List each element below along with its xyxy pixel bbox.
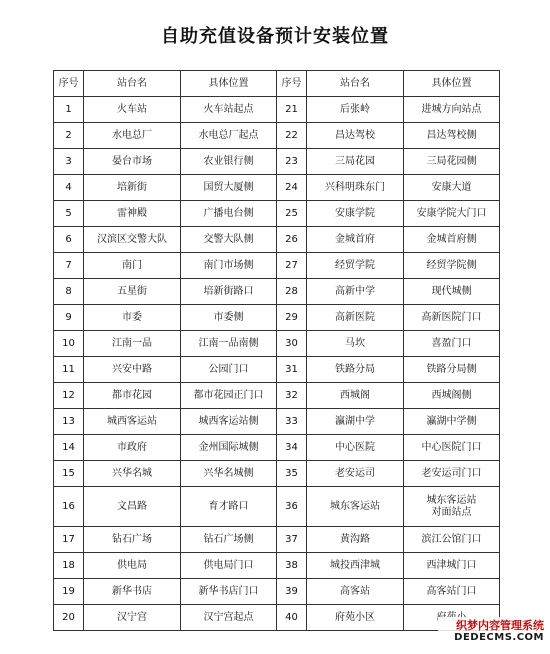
cell-station-left: 都市花园 <box>84 383 181 409</box>
cell-no-left: 18 <box>54 553 84 579</box>
table-row <box>54 201 500 227</box>
cell-position-right: 西城阁侧 <box>404 383 500 409</box>
cell-position-right: 铁路分局侧 <box>404 357 500 383</box>
cell-no-left: 12 <box>54 383 84 409</box>
cell-no-left: 4 <box>54 175 84 201</box>
cell-station-left: 五星街 <box>84 279 181 305</box>
cell-position-left: 国贸大厦侧 <box>181 175 277 201</box>
cell-station-right: 瀛湖中学 <box>307 409 404 435</box>
cell-position-left: 汉宁宫起点 <box>181 605 277 631</box>
cell-position-right: 城东客运站 对面站点 <box>404 487 500 527</box>
cell-position-left: 供电局门口 <box>181 553 277 579</box>
table-header-row <box>54 71 500 97</box>
cell-no-left: 10 <box>54 331 84 357</box>
cell-no-right: 22 <box>277 123 307 149</box>
install-location-table <box>53 70 500 631</box>
cell-position-left: 金州国际城侧 <box>181 435 277 461</box>
cell-no-right: 35 <box>277 461 307 487</box>
table-row <box>54 279 500 305</box>
cell-position-right: 昌达驾校侧 <box>404 123 500 149</box>
header-no-right: 序号 <box>277 71 307 97</box>
cell-no-left: 11 <box>54 357 84 383</box>
cell-no-right: 27 <box>277 253 307 279</box>
cell-no-right: 23 <box>277 149 307 175</box>
table-body <box>54 97 500 631</box>
cell-station-left: 汉宁宫 <box>84 605 181 631</box>
table-row <box>54 579 500 605</box>
cell-no-left: 14 <box>54 435 84 461</box>
cell-no-left: 17 <box>54 527 84 553</box>
table-row <box>54 331 500 357</box>
cell-position-left: 水电总厂起点 <box>181 123 277 149</box>
cell-position-right: 进城方向站点 <box>404 97 500 123</box>
header-no-left: 序号 <box>54 71 84 97</box>
cell-station-left: 培新街 <box>84 175 181 201</box>
cell-no-left: 19 <box>54 579 84 605</box>
cell-no-left: 3 <box>54 149 84 175</box>
cell-station-left: 兴安中路 <box>84 357 181 383</box>
cell-no-right: 25 <box>277 201 307 227</box>
cell-position-right: 中心医院门口 <box>404 435 500 461</box>
cell-station-left: 南门 <box>84 253 181 279</box>
header-station-right: 站台名 <box>307 71 404 97</box>
cell-no-right: 21 <box>277 97 307 123</box>
cell-station-right: 金城首府 <box>307 227 404 253</box>
cell-no-left: 1 <box>54 97 84 123</box>
cell-position-right: 老安运司门口 <box>404 461 500 487</box>
cell-position-left: 城西客运站侧 <box>181 409 277 435</box>
cell-position-right: 高新医院门口 <box>404 305 500 331</box>
cell-station-right: 铁路分局 <box>307 357 404 383</box>
cell-position-left: 南门市场侧 <box>181 253 277 279</box>
cell-no-left: 8 <box>54 279 84 305</box>
cell-no-right: 36 <box>277 487 307 527</box>
header-station-left: 站台名 <box>84 71 181 97</box>
cell-station-right: 经贸学院 <box>307 253 404 279</box>
cell-no-right: 31 <box>277 357 307 383</box>
cell-position-right: 经贸学院侧 <box>404 253 500 279</box>
cell-station-left: 城西客运站 <box>84 409 181 435</box>
watermark-url: DEDECMS.COM <box>454 632 544 643</box>
cell-no-left: 6 <box>54 227 84 253</box>
cell-no-left: 16 <box>54 487 84 527</box>
cell-station-left: 汉滨区交警大队 <box>84 227 181 253</box>
cell-position-left: 交警大队侧 <box>181 227 277 253</box>
cell-station-right: 马坎 <box>307 331 404 357</box>
cell-station-left: 江南一品 <box>84 331 181 357</box>
cell-no-left: 15 <box>54 461 84 487</box>
table-row <box>54 487 500 527</box>
cell-position-right: 安康学院大门口 <box>404 201 500 227</box>
cell-station-right: 三局花园 <box>307 149 404 175</box>
table-row <box>54 149 500 175</box>
cell-station-left: 文昌路 <box>84 487 181 527</box>
table-row <box>54 123 500 149</box>
cell-position-right: 现代城侧 <box>404 279 500 305</box>
table-row <box>54 461 500 487</box>
cell-station-right: 府苑小区 <box>307 605 404 631</box>
cell-position-left: 广播电台侧 <box>181 201 277 227</box>
watermark <box>438 617 544 647</box>
cell-position-left: 育才路口 <box>181 487 277 527</box>
table-row <box>54 305 500 331</box>
cell-station-right: 兴科明珠东门 <box>307 175 404 201</box>
header-position-left: 具体位置 <box>181 71 277 97</box>
cell-position-left: 江南一品南侧 <box>181 331 277 357</box>
cell-position-right: 安康大道 <box>404 175 500 201</box>
header-position-right: 具体位置 <box>404 71 500 97</box>
cell-station-right: 高新中学 <box>307 279 404 305</box>
cell-position-right: 高客站门口 <box>404 579 500 605</box>
cell-position-left: 都市花园正门口 <box>181 383 277 409</box>
cell-no-right: 33 <box>277 409 307 435</box>
table-row <box>54 97 500 123</box>
cell-station-right: 高新医院 <box>307 305 404 331</box>
cell-no-left: 13 <box>54 409 84 435</box>
cell-station-left: 火车站 <box>84 97 181 123</box>
cell-no-left: 5 <box>54 201 84 227</box>
table-row <box>54 605 500 631</box>
cell-station-left: 兴华名城 <box>84 461 181 487</box>
cell-no-right: 30 <box>277 331 307 357</box>
table-row <box>54 383 500 409</box>
cell-no-left: 20 <box>54 605 84 631</box>
cell-no-right: 29 <box>277 305 307 331</box>
cell-position-left: 新华书店门口 <box>181 579 277 605</box>
table-row <box>54 527 500 553</box>
cell-no-right: 37 <box>277 527 307 553</box>
cell-no-right: 39 <box>277 579 307 605</box>
cell-position-right: 喜盈门口 <box>404 331 500 357</box>
cell-no-left: 7 <box>54 253 84 279</box>
cell-station-right: 城东客运站 <box>307 487 404 527</box>
table-row <box>54 175 500 201</box>
cell-station-left: 水电总厂 <box>84 123 181 149</box>
cell-no-left: 2 <box>54 123 84 149</box>
cell-position-left: 火车站起点 <box>181 97 277 123</box>
cell-position-right: 滨江公馆门口 <box>404 527 500 553</box>
cell-station-right: 黄沟路 <box>307 527 404 553</box>
cell-position-left: 钻石广场侧 <box>181 527 277 553</box>
cell-position-left: 公园门口 <box>181 357 277 383</box>
cell-station-left: 雷神殿 <box>84 201 181 227</box>
page-title: 自助充值设备预计安装位置 <box>161 26 389 47</box>
cell-station-left: 晏台市场 <box>84 149 181 175</box>
cell-no-right: 24 <box>277 175 307 201</box>
cell-station-right: 后张岭 <box>307 97 404 123</box>
watermark-title: 织梦内容管理系统 <box>456 619 544 632</box>
table-row <box>54 357 500 383</box>
cell-no-right: 28 <box>277 279 307 305</box>
cell-station-right: 高客站 <box>307 579 404 605</box>
cell-station-left: 钻石广场 <box>84 527 181 553</box>
cell-position-right: 金城首府侧 <box>404 227 500 253</box>
cell-position-right: 三局花园侧 <box>404 149 500 175</box>
cell-no-left: 9 <box>54 305 84 331</box>
table-row <box>54 227 500 253</box>
cell-position-left: 市委侧 <box>181 305 277 331</box>
cell-station-left: 市政府 <box>84 435 181 461</box>
cell-station-right: 昌达驾校 <box>307 123 404 149</box>
cell-position-left: 农业银行侧 <box>181 149 277 175</box>
cell-station-right: 安康学院 <box>307 201 404 227</box>
cell-no-right: 26 <box>277 227 307 253</box>
cell-station-right: 老安运司 <box>307 461 404 487</box>
cell-station-right: 中心医院 <box>307 435 404 461</box>
table-row <box>54 409 500 435</box>
cell-position-right: 瀛湖中学侧 <box>404 409 500 435</box>
cell-station-left: 市委 <box>84 305 181 331</box>
cell-no-right: 40 <box>277 605 307 631</box>
cell-station-left: 供电局 <box>84 553 181 579</box>
cell-no-right: 34 <box>277 435 307 461</box>
table-row <box>54 253 500 279</box>
cell-no-right: 32 <box>277 383 307 409</box>
cell-position-right: 西津城门口 <box>404 553 500 579</box>
cell-position-left: 培新街路口 <box>181 279 277 305</box>
cell-station-right: 城投西津城 <box>307 553 404 579</box>
table-row <box>54 435 500 461</box>
cell-station-left: 新华书店 <box>84 579 181 605</box>
table-row <box>54 553 500 579</box>
cell-position-left: 兴华名城侧 <box>181 461 277 487</box>
cell-station-right: 西城阁 <box>307 383 404 409</box>
cell-no-right: 38 <box>277 553 307 579</box>
